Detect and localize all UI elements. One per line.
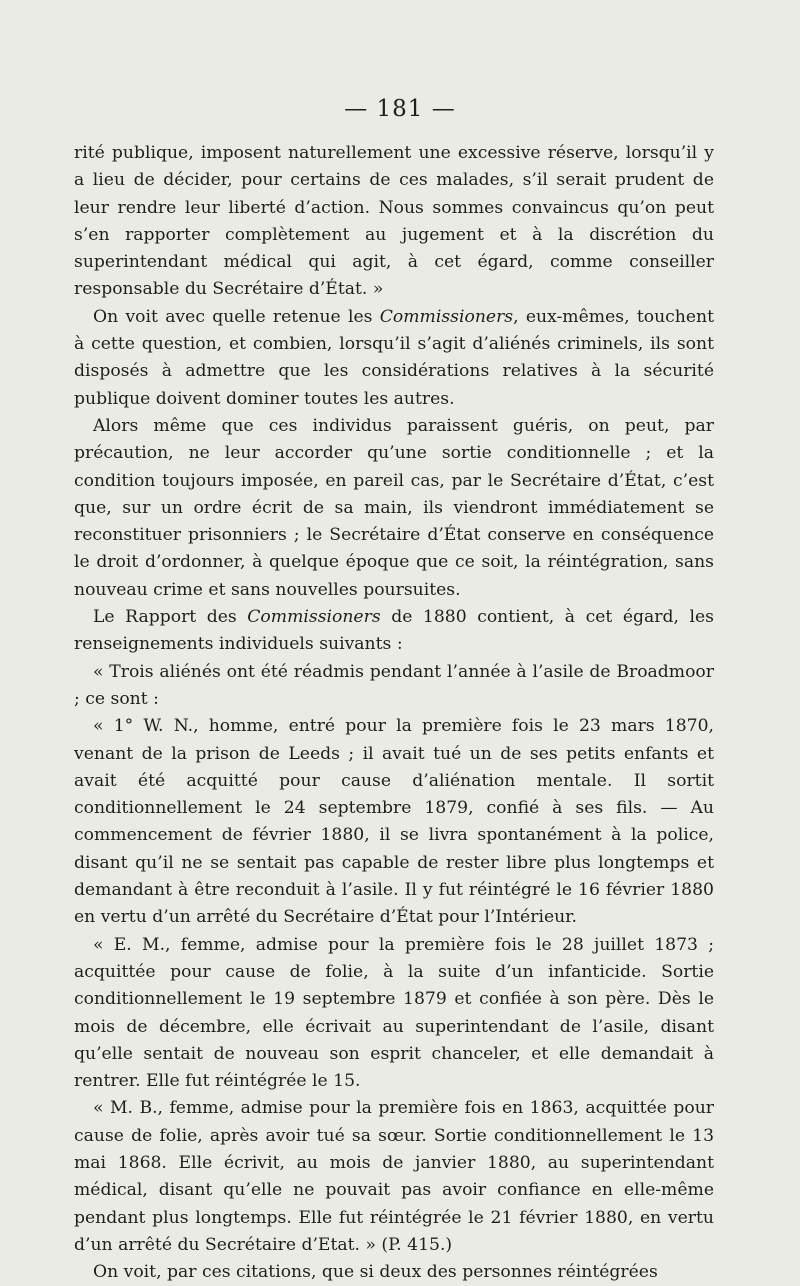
paragraph-text: « 1° W. N., homme, entré pour la première fois le 23 mars 1870, venant de la prison de Leeds ; il avait tué un de ses petits enfants et avait été acquitté pour cause d’aliénation mentale. Il sortit conditionnellement le 24 septembre 1879, confié à ses fils. — Au commencement de février 1880, il se livra spontanément à la police, disant qu’il ne se sentait pas capable de rester libre plus longtemps et demandant à être reconduit à l’asile. Il y fut réintégré le 16 février 1880 en vertu d’un arrêté du Secrétaire d’État pour l’Intérieur. [74,716,714,928]
paragraph-text: de 1880 contient, à cet égard, les renseignements individuels suivants : [74,607,714,655]
paragraph [74,932,714,1096]
page-number: — 181 — [344,96,456,122]
paragraph-text: « M. B., femme, admise pour la première fois en 1863, acquittée pour cause de folie, après avoir tué sa sœur. Sortie conditionnellement le 13 mai 1868. Elle écrivit, au mois de janvier 1880, au superintendant médical, disant qu’elle ne pouvait pas avoir confiance en elle-même pendant plus longtemps. Elle fut réintégrée le 21 février 1880, en vertu d’un arrêté du Secrétaire d’Etat. » (P. 415.) [74,1098,714,1255]
paragraph [74,659,714,714]
body-text [74,140,714,1286]
paragraph-text: Le Rapport des [93,607,248,628]
paragraph-text: « E. M., femme, admise pour la première fois le 28 juillet 1873 ; acquittée pour cause de folie, à la suite d’un infanticide. Sortie conditionnellement le 19 septembre 1879 et confiée à son père. Dès le mois de décembre, elle écrivait au superintendant de l’asile, disant qu’elle sentait de nouveau son esprit chanceler, et elle demandait à rentrer. Elle fut réintégrée le 15. [74,934,714,1092]
paragraph-text: Alors même que ces individus paraissent guéris, on peut, par précaution, ne leur accorder qu’une sortie conditionnelle ; et la condition toujours imposée, en pareil cas, par le Secrétaire d’État, c’est que, sur un ordre écrit de sa main, ils viendront immédiatement se reconstituer prisonniers ; le Secrétaire d’État conserve en conséquence le droit d’ordonner, à quelque époque que ce soit, la réintégration, sans nouveau crime et sans nouvelles poursuites. [74,415,714,600]
paragraph-text: , eux-mêmes, touchent à cette question, et combien, lorsqu’il s’agit d’aliénés criminels, ils sont disposés à admettre que les considérations relatives à la sécurité publique doivent dominer toutes les autres. [74,306,714,409]
paragraph [74,1259,714,1286]
paragraph-text: On voit, par ces citations, que si deux des personnes réintégrées [93,1262,658,1283]
paragraph-text: « Trois aliénés ont été réadmis pendant l’année à l’asile de Broadmoor ; ce sont : [74,661,714,709]
italic-term: Commissioners [247,607,381,628]
paragraph-continuation [74,140,714,304]
paragraph [74,1095,714,1259]
paragraph [74,304,714,413]
paragraph [74,413,714,604]
paragraph [74,604,714,659]
paragraph-text: rité publique, imposent naturellement une excessive réserve, lorsqu’il y a lieu de décider, pour certains de ces malades, s’il serait prudent de leur rendre leur liberté d’action. Nous sommes convaincus qu’on peut s’en rapporter complètement au jugement et à la discrétion du superintendant médical qui agit, à cet égard, comme conseiller responsable du Secrétaire d’État. » [74,143,714,300]
italic-term: Commissioners [379,306,514,327]
paragraph-text: On voit avec quelle retenue les [93,306,380,327]
paragraph [74,713,714,931]
